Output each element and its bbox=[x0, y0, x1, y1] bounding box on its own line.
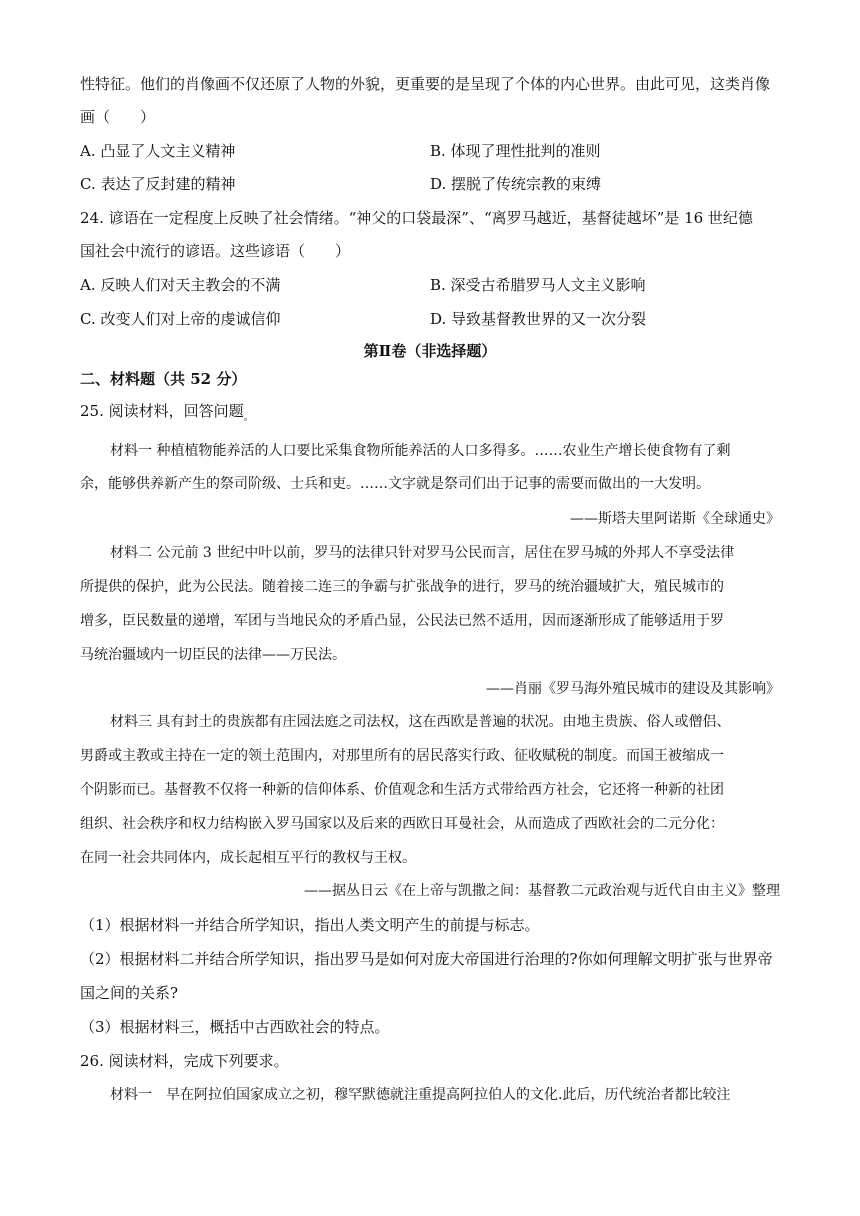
part-title: 二、材料题（共 52 分） bbox=[80, 370, 247, 388]
q25-stem bbox=[80, 400, 780, 429]
q25-stem-text: 25. 阅读材料，回答问题 bbox=[80, 402, 244, 420]
q25-m1-source: ——斯塔夫里阿诺斯《全球通史》 bbox=[570, 511, 780, 527]
q26-stem: 26. 阅读材料，完成下列要求。 bbox=[80, 1052, 289, 1070]
q24-option-d[interactable]: D. 导致基督教世界的又一次分裂 bbox=[430, 310, 647, 328]
q25-m2-line-1: 材料二 公元前 3 世纪中叶以前，罗马的法律只针对罗马公民而言，居住在罗马城的外邦人不享受法律 bbox=[110, 545, 735, 561]
q23-stem-line-2: 画（ ） bbox=[80, 108, 156, 126]
q25-m2-line-3: 增多，臣民数量的递增，军团与当地民众的矛盾凸显，公民法已然不适用，因而逐渐形成了能够适用于罗 bbox=[80, 613, 724, 629]
q25-m1-line-1: 材料一 种植植物能养活的人口要比采集食物所能养活的人口多得多。……农业生产增长使食物有了剩 bbox=[110, 443, 731, 459]
q25-m2-source: ——肖丽《罗马海外殖民城市的建设及其影响》 bbox=[486, 681, 780, 697]
q25-stem-period: 。 bbox=[243, 412, 254, 423]
q25-m3-source: ——据丛日云《在上帝与凯撒之间：基督教二元政治观与近代自由主义》整理 bbox=[304, 883, 780, 899]
q25-m3-line-1: 材料三 具有封土的贵族都有庄园法庭之司法权，这在西欧是普遍的状况。由地主贵族、俗人或僧侣、 bbox=[110, 714, 731, 730]
q25-m3-line-2: 男爵或主教或主持在一定的领土范围内，对那里所有的居民落实行政、征收赋税的制度。而国王被缩成一 bbox=[80, 748, 724, 764]
q25-m3-line-4: 组织、社会秩序和权力结构嵌入罗马国家以及后来的西欧日耳曼社会，从而造成了西欧社会的二元分化： bbox=[80, 816, 724, 832]
q23-option-a[interactable]: A. 凸显了人文主义精神 bbox=[80, 142, 236, 160]
q25-m3-line-3: 个阴影而已。基督教不仅将一种新的信仰体系、价值观念和生活方式带给西方社会，它还将一种新的社团 bbox=[80, 782, 724, 798]
q26-m1-line-1: 材料一 早在阿拉伯国家成立之初，穆罕默德就注重提高阿拉伯人的文化.此后，历代统治者都比较注 bbox=[110, 1087, 731, 1103]
q25-sub-question-1: （1）根据材料一并结合所学知识，指出人类文明产生的前提与标志。 bbox=[80, 916, 540, 934]
q25-sub-question-2-line-2: 国之间的关系? bbox=[80, 984, 179, 1002]
q24-option-a[interactable]: A. 反映人们对天主教会的不满 bbox=[80, 276, 281, 294]
q25-m2-line-4: 马统治疆域内一切臣民的法律——万民法。 bbox=[80, 647, 346, 663]
q25-m3-line-5: 在同一社会共同体内，成长起相互平行的教权与王权。 bbox=[80, 850, 416, 866]
volume-title: 第Ⅱ卷（非选择题） bbox=[363, 342, 497, 360]
q25-m1-line-2: 余，能够供养新产生的祭司阶级、士兵和吏。……文字就是祭司们出于记事的需要而做出的一大发明。 bbox=[80, 476, 710, 492]
q25-sub-question-2-line-1: （2）根据材料二并结合所学知识，指出罗马是如何对庞大帝国进行治理的?你如何理解文明扩张与世界帝 bbox=[80, 950, 773, 968]
q24-stem-line-2: 国社会中流行的谚语。这些谚语（ ） bbox=[80, 242, 351, 260]
q24-option-c[interactable]: C. 改变人们对上帝的虔诚信仰 bbox=[80, 310, 281, 328]
q25-m2-line-2: 所提供的保护，此为公民法。随着接二连三的争霸与扩张战争的进行，罗马的统治疆域扩大，殖民城市的 bbox=[80, 579, 724, 595]
q25-sub-question-3: （3）根据材料三，概括中古西欧社会的特点。 bbox=[80, 1018, 390, 1036]
q24-stem-line-1: 24. 谚语在一定程度上反映了社会情绪。“神父的口袋最深”、“离罗马越近，基督徒越坏”是 16 世纪德 bbox=[80, 209, 753, 227]
q23-option-c[interactable]: C. 表达了反封建的精神 bbox=[80, 175, 236, 193]
q24-option-b[interactable]: B. 深受古希腊罗马人文主义影响 bbox=[430, 276, 646, 294]
q23-stem-line-1: 性特征。他们的肖像画不仅还原了人物的外貌，更重要的是呈现了个体的内心世界。由此可见，这类肖像 bbox=[80, 75, 771, 93]
q23-option-d[interactable]: D. 摆脱了传统宗教的束缚 bbox=[430, 175, 602, 193]
q23-option-b[interactable]: B. 体现了理性批判的准则 bbox=[430, 142, 601, 160]
